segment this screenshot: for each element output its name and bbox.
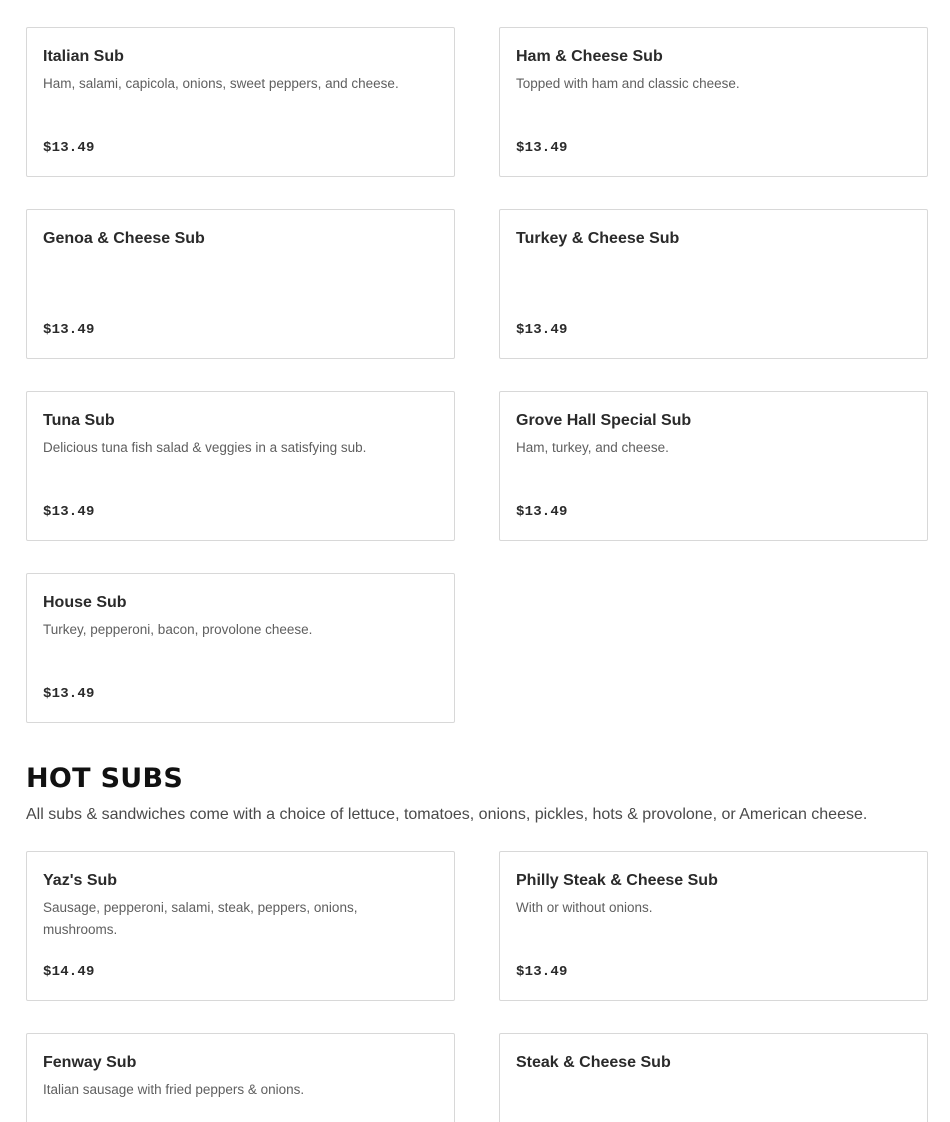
item-price: $14.49: [43, 964, 95, 980]
menu-item-ham-cheese-sub[interactable]: [499, 27, 928, 177]
item-description: With or without onions.: [516, 900, 653, 915]
item-name: Genoa & Cheese Sub: [43, 230, 205, 247]
menu-item-italian-sub[interactable]: [26, 27, 455, 177]
item-description: Delicious tuna fish salad & veggies in a satisfying sub.: [43, 440, 367, 455]
menu-item-fenway-sub[interactable]: [26, 1033, 455, 1122]
item-price: $13.49: [43, 686, 95, 702]
menu-item-turkey-cheese-sub[interactable]: [499, 209, 928, 359]
item-description: Ham, turkey, and cheese.: [516, 440, 669, 455]
item-name: Grove Hall Special Sub: [516, 412, 692, 429]
item-name: House Sub: [43, 594, 127, 611]
item-name: Turkey & Cheese Sub: [516, 230, 680, 247]
item-price: $13.49: [43, 322, 95, 338]
item-name: Italian Sub: [43, 48, 124, 65]
item-name: Yaz's Sub: [43, 872, 118, 889]
item-description: Ham, salami, capicola, onions, sweet peppers, and cheese.: [43, 76, 399, 91]
menu-item-house-sub[interactable]: [26, 573, 455, 723]
item-price: $13.49: [516, 504, 568, 520]
item-price: $13.49: [516, 322, 568, 338]
item-name: Fenway Sub: [43, 1054, 137, 1071]
item-description: Sausage, pepperoni, salami, steak, peppers, onions, mushrooms.: [43, 900, 358, 937]
menu-item-philly-steak-cheese-sub[interactable]: [499, 851, 928, 1001]
menu-item-genoa-cheese-sub[interactable]: [26, 209, 455, 359]
item-description: Topped with ham and classic cheese.: [516, 76, 740, 91]
item-price: $13.49: [516, 140, 568, 156]
hot-subs-grid: [26, 851, 928, 1122]
item-name: Philly Steak & Cheese Sub: [516, 872, 718, 889]
item-description: Italian sausage with fried peppers & onions.: [43, 1082, 305, 1097]
menu-item-yazs-sub[interactable]: [26, 851, 455, 1001]
menu-item-grove-hall-special-sub[interactable]: [499, 391, 928, 541]
item-name: Tuna Sub: [43, 412, 115, 429]
item-price: $13.49: [43, 140, 95, 156]
item-description: Turkey, pepperoni, bacon, provolone cheese.: [43, 622, 313, 637]
item-name: Ham & Cheese Sub: [516, 48, 663, 65]
cold-subs-grid: [26, 27, 928, 723]
item-price: $13.49: [516, 964, 568, 980]
menu-item-steak-cheese-sub[interactable]: [499, 1033, 928, 1122]
section-note: All subs & sandwiches come with a choice of lettuce, tomatoes, onions, pickles, hots & provolone, or American cheese.: [26, 806, 868, 823]
section-title-hot-subs: HOT SUBS: [26, 763, 184, 794]
item-name: Steak & Cheese Sub: [516, 1054, 671, 1071]
menu-item-tuna-sub[interactable]: [26, 391, 455, 541]
item-price: $13.49: [43, 504, 95, 520]
